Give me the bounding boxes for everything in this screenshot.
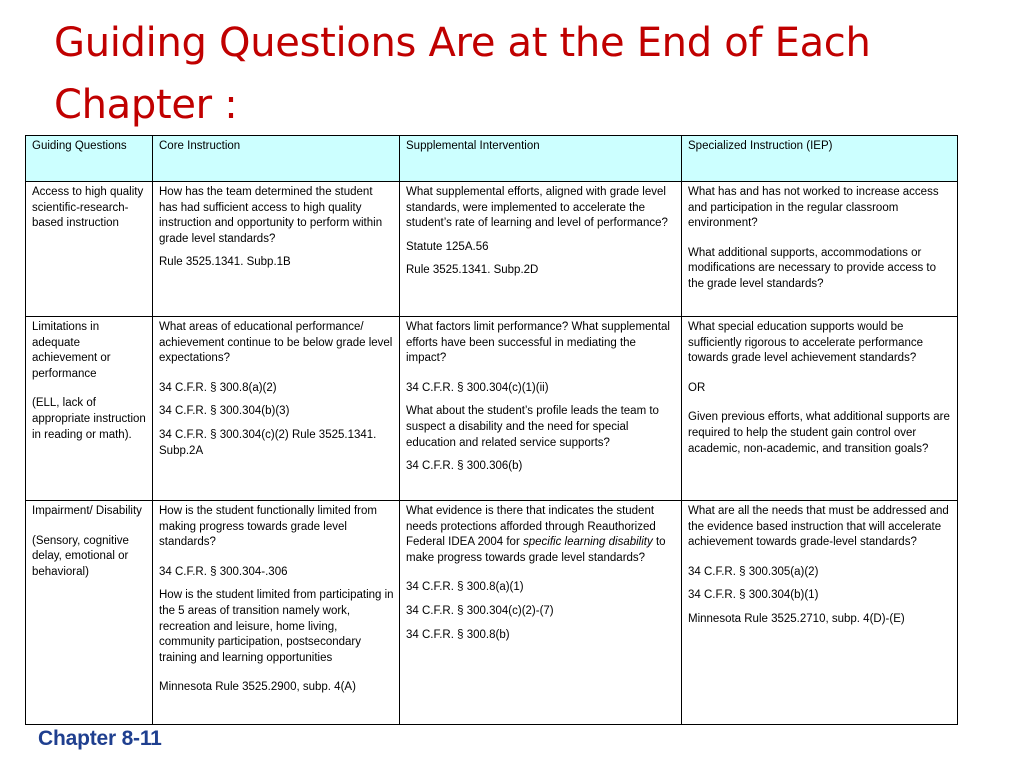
citation: 34 C.F.R. § 300.8(a)(1) (406, 581, 524, 594)
footer-chapter-label: Chapter 8-11 (38, 727, 162, 750)
citation: 34 C.F.R. § 300.8(b) (406, 628, 510, 641)
citation: 34 C.F.R. § 300.8(a)(2) (159, 381, 277, 394)
cell-text: (ELL, lack of appropriate instruction in reading or math). (32, 397, 146, 441)
citation: 34 C.F.R. § 300.306(b) (406, 460, 523, 473)
citation: 34 C.F.R. § 300.304(b)(3) (159, 405, 290, 418)
citation: 34 C.F.R. § 300.304(c)(1)(ii) (406, 381, 549, 394)
header-row (26, 136, 958, 182)
citation: Minnesota Rule 3525.2710, subp. 4(D)-(E) (688, 612, 905, 625)
citation: Rule 3525.1341. Subp.2D (406, 264, 539, 277)
cell-text: What are all the needs that must be addressed and the evidence based instruction that will accelerate achievement towards grade-level standards? (688, 505, 949, 549)
slide-title: Guiding Questions Are at the End of Each Chapter : (54, 20, 871, 128)
cell-text: What areas of educational performance/ achievement continue to be below grade level expectations? (159, 321, 393, 365)
citation: 34 C.F.R. § 300.304(b)(1) (688, 589, 819, 602)
header-core-instruction: Core Instruction (153, 136, 400, 182)
cell-text: Access to high quality scientific-research-based instruction (32, 186, 144, 230)
cell-specialized (682, 317, 958, 501)
citation: 34 C.F.R. § 300.305(a)(2) (688, 565, 819, 578)
cell-text: What additional supports, accommodations or modifications are necessary to provide access to the grade level standards? (688, 246, 937, 290)
cell-text: Given previous efforts, what additional supports are required to help the student gain control over academic, non-academic, and transition goals? (688, 411, 950, 455)
citation: 34 C.F.R. § 300.304(c)(2) Rule 3525.1341. Subp.2A (159, 428, 377, 457)
cell-text: How is the student functionally limited from making progress towards grade level standards? (159, 505, 377, 549)
cell-text: What about the student’s profile leads the team to suspect a disability and the need for special education and related service supports? (406, 405, 659, 449)
header-supplemental-intervention: Supplemental Intervention (400, 136, 682, 182)
cell-text: What supplemental efforts, aligned with grade level standards, were implemented to accelerate the student’s rate of learning and level of performance? (406, 186, 668, 230)
citation: 34 C.F.R. § 300.304(c)(2)-(7) (406, 604, 554, 617)
cell-supplemental (400, 317, 682, 501)
cell-core (153, 182, 400, 317)
cell-text-part: to make progress towards grade level standards? (406, 536, 666, 564)
cell-guiding (26, 501, 153, 725)
cell-supplemental (400, 182, 682, 317)
table-row (26, 182, 958, 317)
cell-text: (Sensory, cognitive delay, emotional or behavioral) (32, 534, 129, 578)
table-row (26, 501, 958, 725)
cell-text-part: What evidence is there that indicates the student needs protections afforded through Reauthorized Federal IDEA 2004 for (406, 505, 656, 549)
cell-text (406, 504, 676, 566)
cell-core (153, 501, 400, 725)
cell-specialized (682, 182, 958, 317)
cell-text: Impairment/ Disability (32, 505, 142, 517)
cell-guiding (26, 317, 153, 501)
table-row (26, 317, 958, 501)
citation: Statute 125A.56 (406, 240, 489, 253)
cell-text: OR (688, 381, 706, 394)
cell-text: What factors limit performance? What supplemental efforts have been successful in mediating the impact? (406, 321, 670, 365)
citation: 34 C.F.R. § 300.304-.306 (159, 565, 288, 578)
guiding-questions-table (25, 135, 958, 725)
emphasized-term: specific learning disability (522, 536, 653, 549)
header-guiding-questions: Guiding Questions (26, 136, 153, 182)
citation: Rule 3525.1341. Subp.1B (159, 256, 291, 269)
cell-specialized (682, 501, 958, 725)
cell-supplemental (400, 501, 682, 725)
cell-guiding (26, 182, 153, 317)
header-specialized-instruction: Specialized Instruction (IEP) (682, 136, 958, 182)
citation: Minnesota Rule 3525.2900, subp. 4(A) (159, 681, 356, 694)
cell-core (153, 317, 400, 501)
cell-text: Limitations in adequate achievement or performance (32, 321, 111, 380)
cell-text: How is the student limited from participating in the 5 areas of transition namely work, recreation and leisure, home living, community participation, postsecondary training and learning opportunities (159, 589, 394, 664)
cell-text: What has and has not worked to increase access and participation in the regular classroom environment? (688, 186, 939, 230)
cell-text: What special education supports would be sufficiently rigorous to accelerate performance towards grade level achievement standards? (688, 321, 924, 365)
cell-text: How has the team determined the student has had sufficient access to high quality instruction and opportunity to perform within grade level standards? (159, 186, 383, 245)
